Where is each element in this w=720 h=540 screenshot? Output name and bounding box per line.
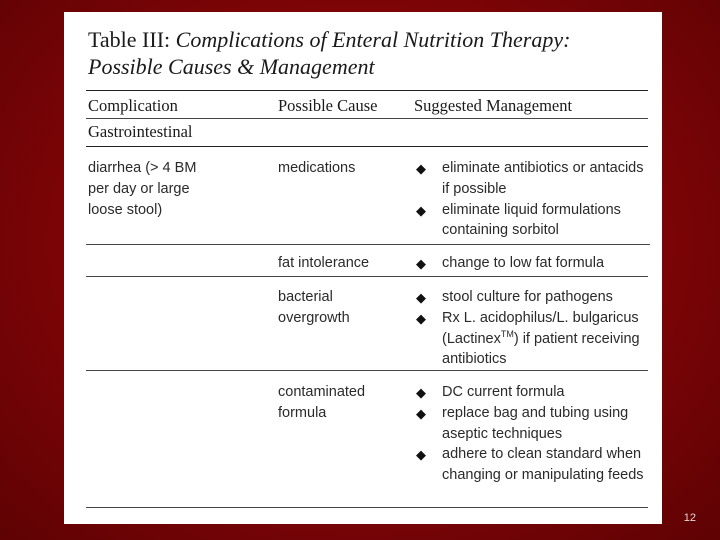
row-3-management-item <box>414 287 654 308</box>
header-possible-cause: Possible Cause <box>278 96 378 115</box>
diamond-bullet-icon: ◆ <box>416 447 426 463</box>
row-4-management-item <box>414 403 654 445</box>
row-4-cause: contaminated formula <box>278 384 366 421</box>
management-text: DC current formula <box>442 384 565 400</box>
diamond-bullet-icon: ◆ <box>416 161 426 176</box>
management-text: Rx L. acidophilus/L. bulgaricus (Lactinex <box>442 309 639 347</box>
row-4-management-item <box>414 382 654 403</box>
diamond-bullet-icon: ◆ <box>416 385 426 400</box>
row-1-management-item <box>414 158 654 200</box>
row-4-management <box>414 382 654 486</box>
row-3-cause: bacterial overgrowth <box>278 289 350 326</box>
slide-title <box>88 26 648 80</box>
section-gastrointestinal: Gastrointestinal <box>88 122 193 141</box>
diamond-bullet-icon: ◆ <box>416 256 426 271</box>
section-divider <box>86 146 648 147</box>
title-line-2: Possible Causes & Management <box>88 54 375 79</box>
row-4-management-item <box>414 444 654 486</box>
table-top-border <box>86 90 648 91</box>
row-1-cause: medications <box>278 160 356 176</box>
row-2-management <box>414 253 654 274</box>
management-text: adhere to clean standard when changing or manipulating feeds <box>442 446 644 484</box>
diamond-bullet-icon: ◆ <box>416 202 426 218</box>
management-text: replace bag and tubing using aseptic techniques <box>442 404 629 442</box>
row-1-management <box>414 158 654 241</box>
row-3-management <box>414 287 654 370</box>
management-text: stool culture for pathogens <box>442 289 613 305</box>
row-2-divider <box>86 276 648 277</box>
diamond-bullet-icon: ◆ <box>416 290 426 305</box>
management-text: eliminate antibiotics or antacids if possible <box>442 160 644 197</box>
row-1-divider <box>86 244 650 245</box>
slide-panel <box>64 12 662 524</box>
row-3-management-item <box>414 308 654 370</box>
page-number: 12 <box>683 512 696 524</box>
row-1-complication: diarrhea (> 4 BM per day or large loose stool) <box>88 160 197 218</box>
row-2-management-item <box>414 253 654 274</box>
title-line-1-italic: Complications of Enteral Nutrition Therapy: <box>175 27 571 52</box>
header-complication: Complication <box>88 96 178 115</box>
management-text-tail: ) if patient receiving antibiotics <box>442 330 640 368</box>
management-text: change to low fat formula <box>442 255 605 271</box>
management-text: eliminate liquid formulations containing sorbitol <box>442 201 621 239</box>
table-bottom-border <box>86 507 648 508</box>
header-suggested-management: Suggested Management <box>414 96 573 115</box>
title-line-1 <box>88 26 648 53</box>
header-divider <box>86 118 648 119</box>
title-prefix: Table III: <box>88 27 176 52</box>
trademark-superscript: TM <box>500 328 514 339</box>
row-1-management-item <box>414 200 654 242</box>
row-3-divider <box>86 370 648 371</box>
diamond-bullet-icon: ◆ <box>416 405 426 421</box>
diamond-bullet-icon: ◆ <box>416 310 426 326</box>
row-2-cause: fat intolerance <box>278 255 370 271</box>
